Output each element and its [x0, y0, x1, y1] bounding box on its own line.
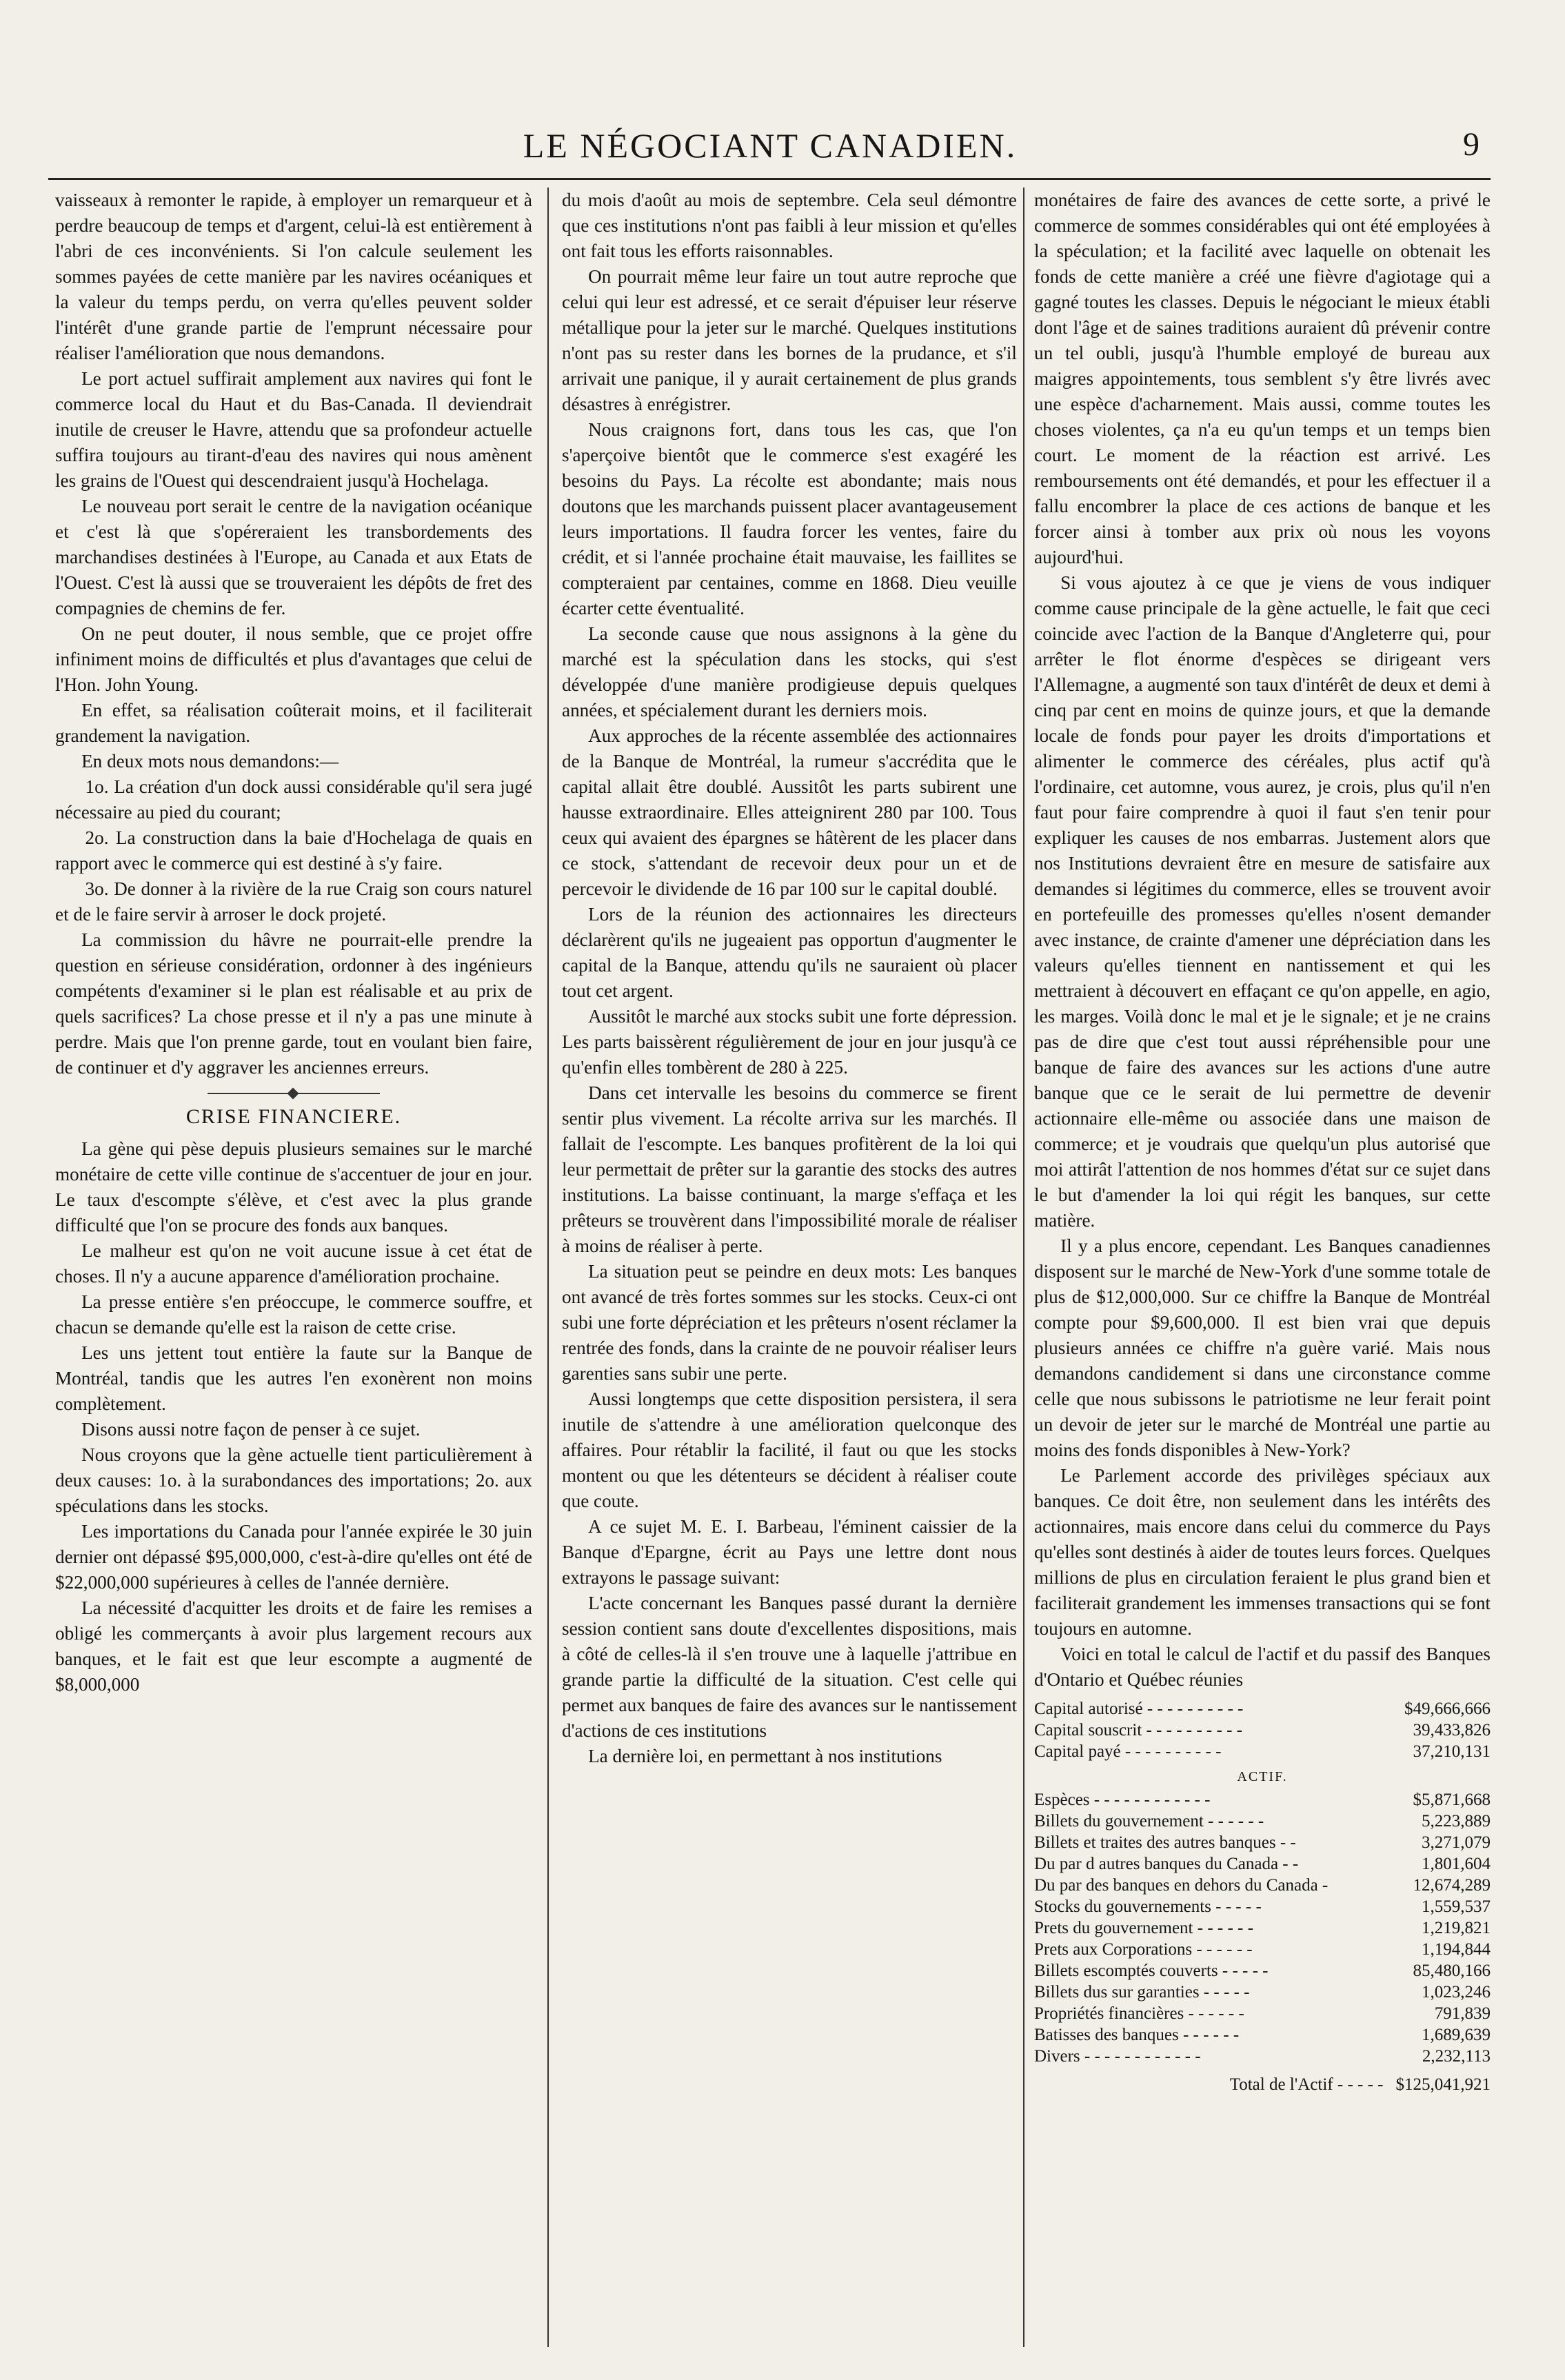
paragraph: vaisseaux à remonter le rapide, à employer un remarqueur et à perdre beaucoup de temps et d'argent, celui-là est entièrement à l'abri de ces inconvénients. Si l'on calcule seulement les sommes payées de cette manière par les navires océaniques et la valeur du temps perdu, on verra qu'elles peuvent solder l'intérêt d'une grande partie de l'emprunt nécessaire pour réaliser l'amélioration que nous demandons. — [55, 190, 532, 363]
table-row — [1034, 2003, 1491, 2024]
paragraph: La nécessité d'acquitter les droits et de faire les remises a obligé les commerçants à avoir plus largement recours aux banques, et le fait est que leur escompte a augmenté de $8,000,000 — [55, 1597, 532, 1695]
paragraph: Si vous ajoutez à ce que je viens de vous indiquer comme cause principale de la gène actuelle, le fait que ceci coincide avec l'action de la Banque d'Angleterre qui, pour arrêter le flot énorme d'espèces se dirigeant vers l'Allemagne, a augmenté son taux d'intérêt de deux et demi à cinq par cent en moins de quinze jours, et que la demande locale de fonds pour payer les droits d'importations et alimenter le commerce des céréales, plus actif qu'à l'ordinaire, cet automne, vous aurez, je crois, plus qu'il n'en faut pour faire comprendre à quoi il faut s'en tenir pour expliquer les causes de nos embarras. Justement alors que nos Institutions devraient être en mesure de satisfaire aux demandes si légitimes du commerce, elles se trouvent avoir en portefeuille des promesses qu'elles n'osent demander avec instance, de crainte d'amener une dépréciation dans les valeurs qu'elles tiennent en nantissement et qui les mettraient à découvert en effaçant ce qu'on appelle, en agio, les marges. Voilà donc le mal et je le signale; et je ne crains pas de dire que c'est tout aussi répréhensible pour une banque de faire des avances sur les actions d'une autre banque que ce le serait de lui permettre de devenir actionnaire elle-même ou associée dans une maison de commerce; et je voudrais que quelqu'un plus autorisé que moi attirât l'attention de nos hommes d'état sur ce sujet dans le but d'amender la loi qui régit les banques, sur cette matière. — [1034, 572, 1491, 1231]
table-row — [1034, 1939, 1491, 1960]
table-row — [1034, 1853, 1491, 1875]
paragraph: Voici en total le calcul de l'actif et du passif des Banques d'Ontario et Québec réunies — [1034, 1644, 1491, 1690]
paragraph: La commission du hâvre ne pourrait-elle prendre la question en sérieuse considération, ordonner à des ingénieurs compétents d'examiner si le plan est réalisable et au prix de quels sacrifices? La chose presse et il n'y a pas une minute à perdre. Mais que l'on prenne garde, tout en voulant bien faire, de continuer et d'y aggraver les anciennes erreurs. — [55, 929, 532, 1078]
row-label: Prets du gouvernement - - - - - - — [1034, 1919, 1253, 1937]
paragraph: La seconde cause que nous assignons à la gène du marché est la spéculation dans les stocks, qui s'est développée d'une manière prodigieuse depuis quelques années, et spécialement durant les derniers mois. — [562, 623, 1017, 720]
table-row — [1034, 1981, 1491, 2003]
row-label: Espèces - - - - - - - - - - - - — [1034, 1791, 1211, 1809]
header-rule — [48, 178, 1491, 180]
row-value: 37,210,131 — [1413, 1742, 1491, 1761]
newspaper-title: LE NÉGOCIANT CANADIEN. — [523, 126, 1018, 165]
row-value: 1,801,604 — [1422, 1855, 1491, 1873]
paragraph: La gène qui pèse depuis plusieurs semaines sur le marché monétaire de cette ville continue de s'accentuer de jour en jour. Le taux d'escompte s'élève, et c'est avec la plus grande difficulté que l'on se procure des fonds aux banques. — [55, 1138, 532, 1236]
row-value: 791,839 — [1434, 2004, 1491, 2023]
paragraph: Lors de la réunion des actionnaires les directeurs déclarèrent qu'ils ne jugeaient pas opportun d'augmenter le capital de la Banque, attendu qu'ils ne sauraient où placer tout cet argent. — [562, 904, 1017, 1001]
row-label: Divers - - - - - - - - - - - - — [1034, 2047, 1201, 2066]
row-label: Du par d autres banques du Canada - - — [1034, 1855, 1299, 1873]
table-row — [1034, 1832, 1491, 1853]
section-separator — [208, 1093, 380, 1094]
row-value: 85,480,166 — [1413, 1962, 1491, 1980]
paragraph: Nous craignons fort, dans tous les cas, que l'on s'aperçoive bientôt que le commerce s'est exagéré les besoins du Pays. La récolte est abondante; mais nous doutons que les marchands puissent placer avantageusement leurs importations. Il faudra forcer les ventes, faire du crédit, et si l'année prochaine était mauvaise, les faillites se compteraient par centaines, comme en 1868. Dieu veuille écarter cette éventualité. — [562, 419, 1017, 618]
table-row — [1034, 1811, 1491, 1832]
page-header — [52, 123, 1488, 165]
row-label: Capital autorisé - - - - - - - - - - — [1034, 1700, 1244, 1718]
row-label: Prets aux Corporations - - - - - - — [1034, 1940, 1253, 1959]
row-label: Billets et traites des autres banques - - — [1034, 1833, 1296, 1852]
paragraph: En effet, sa réalisation coûterait moins, et il faciliterait grandement la navigation. — [55, 700, 532, 746]
table-row — [1034, 1896, 1491, 1917]
table-row — [1034, 1741, 1491, 1762]
column-divider — [547, 188, 549, 2347]
list-item: 2o. La construction dans la baie d'Hochelaga de quais en rapport avec le commerce qui est destiné à s'y faire. — [55, 827, 532, 874]
paragraph: Aussi longtemps que cette disposition persistera, il sera inutile de s'attendre à une amélioration quelconque des affaires. Pour rétablir la facilité, il faut ou que les stocks montent ou que les détenteurs se décident à réaliser coute que coute. — [562, 1389, 1017, 1511]
row-value: 39,433,826 — [1413, 1721, 1491, 1739]
row-value: 1,689,639 — [1422, 2026, 1491, 2044]
paragraph: monétaires de faire des avances de cette sorte, a privé le commerce de sommes considérables qui ont été employées à la spéculation; et la facilité avec laquelle on obtenait les fonds de cette manière a créé une fièvre d'agiotage qui a gagné toutes les classes. Depuis le négociant le mieux établi dont l'âge et de saines traditions auraient dû prévenir contre un tel oubli, jusqu'à l'humble employé de bureau aux maigres appointements, tous semblent s'y être livrés avec une espèce d'acharnement. Mais aussi, comme toutes les choses violentes, ça n'a eu qu'un temps et un temps bien court. Le moment de la réaction est arrivé. Les remboursements ont été demandés, et pour les effectuer il a fallu encombrer la place de ces actions de banque et les forcer ainsi à tomber aux prix où nous les voyons aujourd'hui. — [1034, 190, 1491, 567]
list-item: 3o. De donner à la rivière de la rue Craig son cours naturel et de le faire servir à arroser le dock projeté. — [55, 878, 532, 925]
paragraph: Aux approches de la récente assemblée des actionnaires de la Banque de Montréal, la rumeur s'accrédita que le capital allait être doublé. Aussitôt les parts subirent une hausse extraordinaire. Elles atteignirent 280 par 100. Tous ceux qui avaient des épargnes se hâtèrent de les placer dans ce stock, s'attendant de recevoir deux pour un et de percevoir le dividende de 16 par 100 sur le capital doublé. — [562, 725, 1017, 899]
paragraph: Le nouveau port serait le centre de la navigation océanique et c'est là que s'opéreraient les transbordements des marchandises destinées à l'Europe, au Canada et aux Etats de l'Ouest. C'est là aussi que se trouveraient les dépôts de fret des compagnies de chemins de fer. — [55, 496, 532, 618]
table-row — [1034, 1917, 1491, 1939]
row-label: Billets escomptés couverts - - - - - — [1034, 1962, 1269, 1980]
paragraph: La situation peut se peindre en deux mots: Les banques ont avancé de très fortes sommes sur les stocks. Ceux-ci ont subi une forte dépréciation et les prêteurs n'osent réclamer la rentrée des fonds, dans la crainte de ne pouvoir réaliser leurs garenties sans subir une perte. — [562, 1261, 1017, 1384]
row-value: $49,666,666 — [1404, 1700, 1491, 1718]
paragraph: Le Parlement accorde des privilèges spéciaux aux banques. Ce doit être, non seulement dans les intérêts des actionnaires, mais encore dans celui du commerce du Pays qu'elles sont destinés à aider de toutes leurs forces. Quelques millions de plus en circulation feraient le plus grand bien et faciliterait grandement les immenses transactions qui se font toujours en automne. — [1034, 1465, 1491, 1639]
quoted-paragraph: La dernière loi, en permettant à nos institutions — [588, 1746, 942, 1766]
paragraph: En deux mots nous demandons:— — [81, 751, 339, 772]
table-row — [1034, 2024, 1491, 2046]
paragraph: La presse entière s'en préoccupe, le commerce souffre, et chacun se demande qu'elle est la raison de cette crise. — [55, 1291, 532, 1338]
paragraph: On pourrait même leur faire un tout autre reproche que celui qui leur est adressé, et ce serait d'épuiser leur réserve métallique pour la jeter sur le marché. Quelques institutions n'ont pas su rester dans les bornes de la prudance, et s'il arrivait une panique, il y aurait certainement de plus grands désastres à enrégistrer. — [562, 266, 1017, 414]
paragraph: Disons aussi notre façon de penser à ce sujet. — [81, 1419, 421, 1440]
row-label: Batisses des banques - - - - - - — [1034, 2026, 1240, 2044]
column-3 — [1034, 188, 1491, 2347]
paragraph: Aussitôt le marché aux stocks subit une forte dépression. Les parts baissèrent régulièrement de jour en jour jusqu'à ce qu'enfin elles tombèrent de 280 à 225. — [562, 1006, 1017, 1078]
column-1 — [55, 188, 532, 2347]
row-value: 2,232,113 — [1422, 2047, 1491, 2066]
row-label: Du par des banques en dehors du Canada - — [1034, 1876, 1329, 1895]
paragraph: Dans cet intervalle les besoins du commerce se firent sentir plus vivement. La récolte arriva sur les marchés. Il fallait de l'escompte. Les banques profitèrent de la loi qui leur permettait de prêter sur la garantie des stocks des autres institutions. La baisse continuant, la marge s'effaça et les prêteurs se trouvèrent dans l'impossibilité morale de réaliser à moins de réaliser à perte. — [562, 1082, 1017, 1256]
quoted-paragraph: L'acte concernant les Banques passé durant la dernière session contient sans doute d'excellentes dispositions, mais à côté de celles-là il s'en trouve une à laquelle j'attribue en grande partie la difficulté de la situation. C'est celle qui permet aux banques de faire des avances sur le nantissement d'actions de ces institutions — [562, 1593, 1017, 1741]
row-value: 1,559,537 — [1422, 1897, 1491, 1916]
paragraph: Le port actuel suffirait amplement aux navires qui font le commerce local du Haut et du Bas-Canada. Il deviendrait inutile de creuser le Havre, attendu que sa profondeur actuelle suffira toujours au tirant-d'eau des navires qui nous amènent les grains de l'Ouest qui descendraient jusqu'à Hochelaga. — [55, 368, 532, 491]
table-row — [1034, 1789, 1491, 1811]
row-value: 1,023,246 — [1422, 1983, 1491, 2001]
list-item: 1o. La création d'un dock aussi considérable qu'il sera jugé nécessaire au pied du courant; — [55, 776, 532, 823]
bank-statement-table — [1034, 1698, 1491, 2095]
paragraph: Nous croyons que la gène actuelle tient particulièrement à deux causes: 1o. à la surabondances des importations; 2o. aux spéculations dans les stocks. — [55, 1444, 532, 1516]
row-value: 3,271,079 — [1422, 1833, 1491, 1852]
row-label: Billets dus sur garanties - - - - - — [1034, 1983, 1250, 2001]
section-heading: CRISE FINANCIERE. — [185, 1105, 402, 1128]
table-row — [1034, 2046, 1491, 2067]
row-label: Propriétés financières - - - - - - — [1034, 2004, 1244, 2023]
paragraph: Il y a plus encore, cependant. Les Banques canadiennes disposent sur le marché de New-York d'une somme totale de plus de $12,000,000. Sur ce chiffre la Banque de Montréal compte pour $9,600,000. Il est bien vrai que depuis plusieurs années ce chiffre n'a guère varié. Mais nous demandons candidement si dans une circonstance comme celle que nous subissons le patriotisme ne leur ferait point un devoir de jeter sur le marché de Montréal une partie au moins des fonds disponibles à New-York? — [1034, 1236, 1491, 1460]
table-row — [1034, 1875, 1491, 1896]
row-label: Stocks du gouvernements - - - - - — [1034, 1897, 1262, 1916]
paragraph: Les uns jettent tout entière la faute sur la Banque de Montréal, tandis que les autres l'en exonèrent non moins complètement. — [55, 1342, 532, 1414]
row-label: Billets du gouvernement - - - - - - — [1034, 1812, 1264, 1831]
total-value: $125,041,921 — [1395, 2075, 1491, 2094]
column-divider — [1023, 188, 1024, 2347]
row-value: 5,223,889 — [1422, 1812, 1491, 1831]
paragraph: du mois d'août au mois de septembre. Cela seul démontre que ces institutions n'ont pas faibli à leur mission et qu'elles ont fait tous les efforts raisonnables. — [562, 190, 1017, 261]
total-label: Total de l'Actif - - - - - — [1229, 2075, 1384, 2094]
table-row — [1034, 1960, 1491, 1981]
row-value: $5,871,668 — [1413, 1791, 1491, 1809]
table-total-row — [1034, 2074, 1491, 2095]
table-row — [1034, 1698, 1491, 1720]
row-label: Capital souscrit - - - - - - - - - - — [1034, 1721, 1242, 1739]
actif-heading: ACTIF. — [1237, 1769, 1288, 1784]
column-2 — [562, 188, 1017, 2347]
row-value: 1,194,844 — [1422, 1940, 1491, 1959]
paragraph: On ne peut douter, il nous semble, que ce projet offre infiniment moins de difficultés et plus d'avantages que celui de l'Hon. John Young. — [55, 623, 532, 695]
paragraph: A ce sujet M. E. I. Barbeau, l'éminent caissier de la Banque d'Epargne, écrit au Pays une lettre dont nous extrayons le passage suivant: — [562, 1516, 1017, 1588]
row-value: 12,674,289 — [1413, 1876, 1491, 1895]
paragraph: Le malheur est qu'on ne voit aucune issue à cet état de choses. Il n'y a aucune apparence d'amélioration prochaine. — [55, 1240, 532, 1287]
table-row — [1034, 1720, 1491, 1741]
row-value: 1,219,821 — [1422, 1919, 1491, 1937]
row-label: Capital payé - - - - - - - - - - — [1034, 1742, 1222, 1761]
page-number: 9 — [1463, 126, 1480, 163]
paragraph: Les importations du Canada pour l'année expirée le 30 juin dernier ont dépassé $95,000,000, c'est-à-dire qu'elles ont été de $22,000,000 supérieures à celles de l'année dernière. — [55, 1521, 532, 1593]
